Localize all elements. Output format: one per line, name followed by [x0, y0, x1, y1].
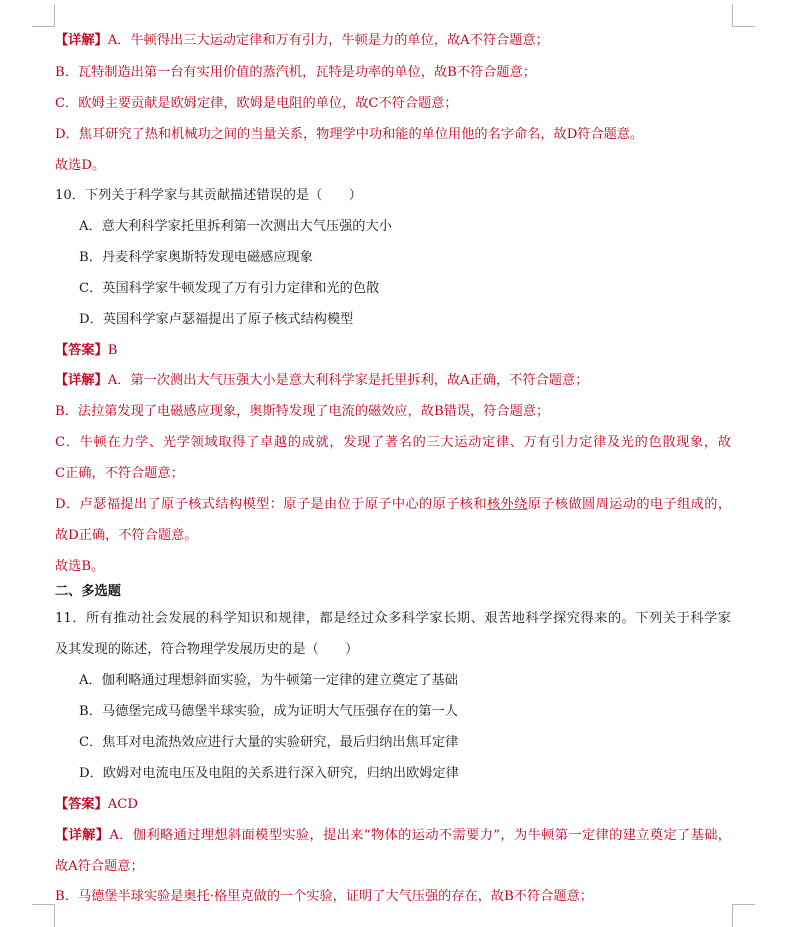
- explanation-line: [55, 32, 549, 50]
- explanation-11-a-line2: 故A符合题意；: [55, 859, 144, 874]
- explanation-11-b: B．马德堡半球实验是奥托·格里克做的一个实验，证明了大气压强的存在，故B不符合题意；: [55, 889, 593, 904]
- explanation-line: B．瓦特制造出第一台有实用价值的蒸汽机，瓦特是功率的单位，故B不符合题意；: [55, 65, 536, 80]
- answer-11: [55, 796, 138, 814]
- question-11-line2: 及其发现的陈述，符合物理学发展历史的是（ ）: [55, 642, 359, 657]
- question-10-option-b: B．丹麦科学家奥斯特发现电磁感应现象: [79, 250, 313, 265]
- explanation-10-c-line1: C．牛顿在力学、光学领域取得了卓越的成就，发现了著名的三大运动定律、万有引力定律及光的色散现象，故: [55, 435, 731, 450]
- question-11-option-b: B．马德堡完成马德堡半球实验，成为证明大气压强存在的第一人: [79, 704, 458, 719]
- explanation-10-d-line2: 故D正确，不符合题意。: [55, 528, 198, 543]
- question-11-option-d: D．欧姆对电流电压及电阻的关系进行深入研究，归纳出欧姆定律: [79, 766, 459, 781]
- explanation-tag: 【详解】: [55, 828, 110, 843]
- explanation-10-d-line1: [55, 496, 731, 514]
- question-10-option-d: D．英国科学家卢瑟福提出了原子核式结构模型: [79, 312, 354, 327]
- explanation-line: C．欧姆主要贡献是欧姆定律，欧姆是电阻的单位，故C不符合题意；: [55, 96, 458, 111]
- question-10-option-a: A．意大利科学家托里拆利第一次测出大气压强的大小: [79, 219, 392, 234]
- question-11-option-a: A．伽利略通过理想斜面实验，为牛顿第一定律的建立奠定了基础: [79, 673, 458, 688]
- answer-tag: 【答案】: [55, 343, 108, 358]
- conclusion-line: 故选B。: [55, 559, 105, 574]
- explanation-text: D．卢瑟福提出了原子核式结构模型：原子是由位于原子中心的原子核和: [55, 497, 487, 512]
- question-11-option-c: C．焦耳对电流热效应进行大量的实验研究，最后归纳出焦耳定律: [79, 735, 459, 750]
- underlined-text: 核外绕: [486, 497, 528, 512]
- conclusion-line: 故选D。: [55, 158, 106, 173]
- explanation-tag: 【详解】: [55, 373, 108, 388]
- answer-tag: 【答案】: [55, 797, 108, 812]
- question-10-option-c: C．英国科学家牛顿发现了万有引力定律和光的色散: [79, 281, 380, 296]
- explanation-10-a: [55, 372, 588, 390]
- explanation-text: A．伽利略通过理想斜面模型实验，提出来“物体的运动不需要力”，为牛顿第一定律的建立奠定了基础，: [109, 828, 731, 843]
- section-heading: 二、多选题: [55, 584, 121, 599]
- answer-10: [55, 342, 117, 360]
- explanation-tag: 【详解】: [55, 33, 108, 48]
- question-11-line1: 11．所有推动社会发展的科学知识和规律，都是经过众多科学家长期、艰苦地科学探究得来的。下列关于科学家: [55, 611, 731, 626]
- explanation-10-b: B．法拉第发现了电磁感应现象，奥斯特发现了电流的磁效应，故B错误，符合题意；: [55, 404, 550, 419]
- explanation-10-c-line2: C正确，不符合题意；: [55, 466, 184, 481]
- explanation-11-a-line1: [55, 827, 731, 845]
- explanation-line: D．焦耳研究了热和机械功之间的当量关系，物理学中功和能的单位用他的名字命名，故D符合题意。: [55, 127, 644, 142]
- answer-value: ACD: [107, 797, 138, 812]
- page-corner-mark: [732, 4, 755, 27]
- page-corner-mark: [32, 4, 55, 27]
- explanation-text: A．第一次测出大气压强大小是意大利科学家是托里拆利，故A正确，不符合题意；: [107, 373, 589, 388]
- question-10: 10．下列关于科学家与其贡献描述错误的是（ ）: [55, 188, 362, 203]
- explanation-text: 原子核做圆周运动的电子组成的，: [527, 497, 732, 512]
- explanation-text: A．牛顿得出三大运动定律和万有引力，牛顿是力的单位，故A不符合题意；: [107, 33, 549, 48]
- answer-value: B: [107, 343, 118, 358]
